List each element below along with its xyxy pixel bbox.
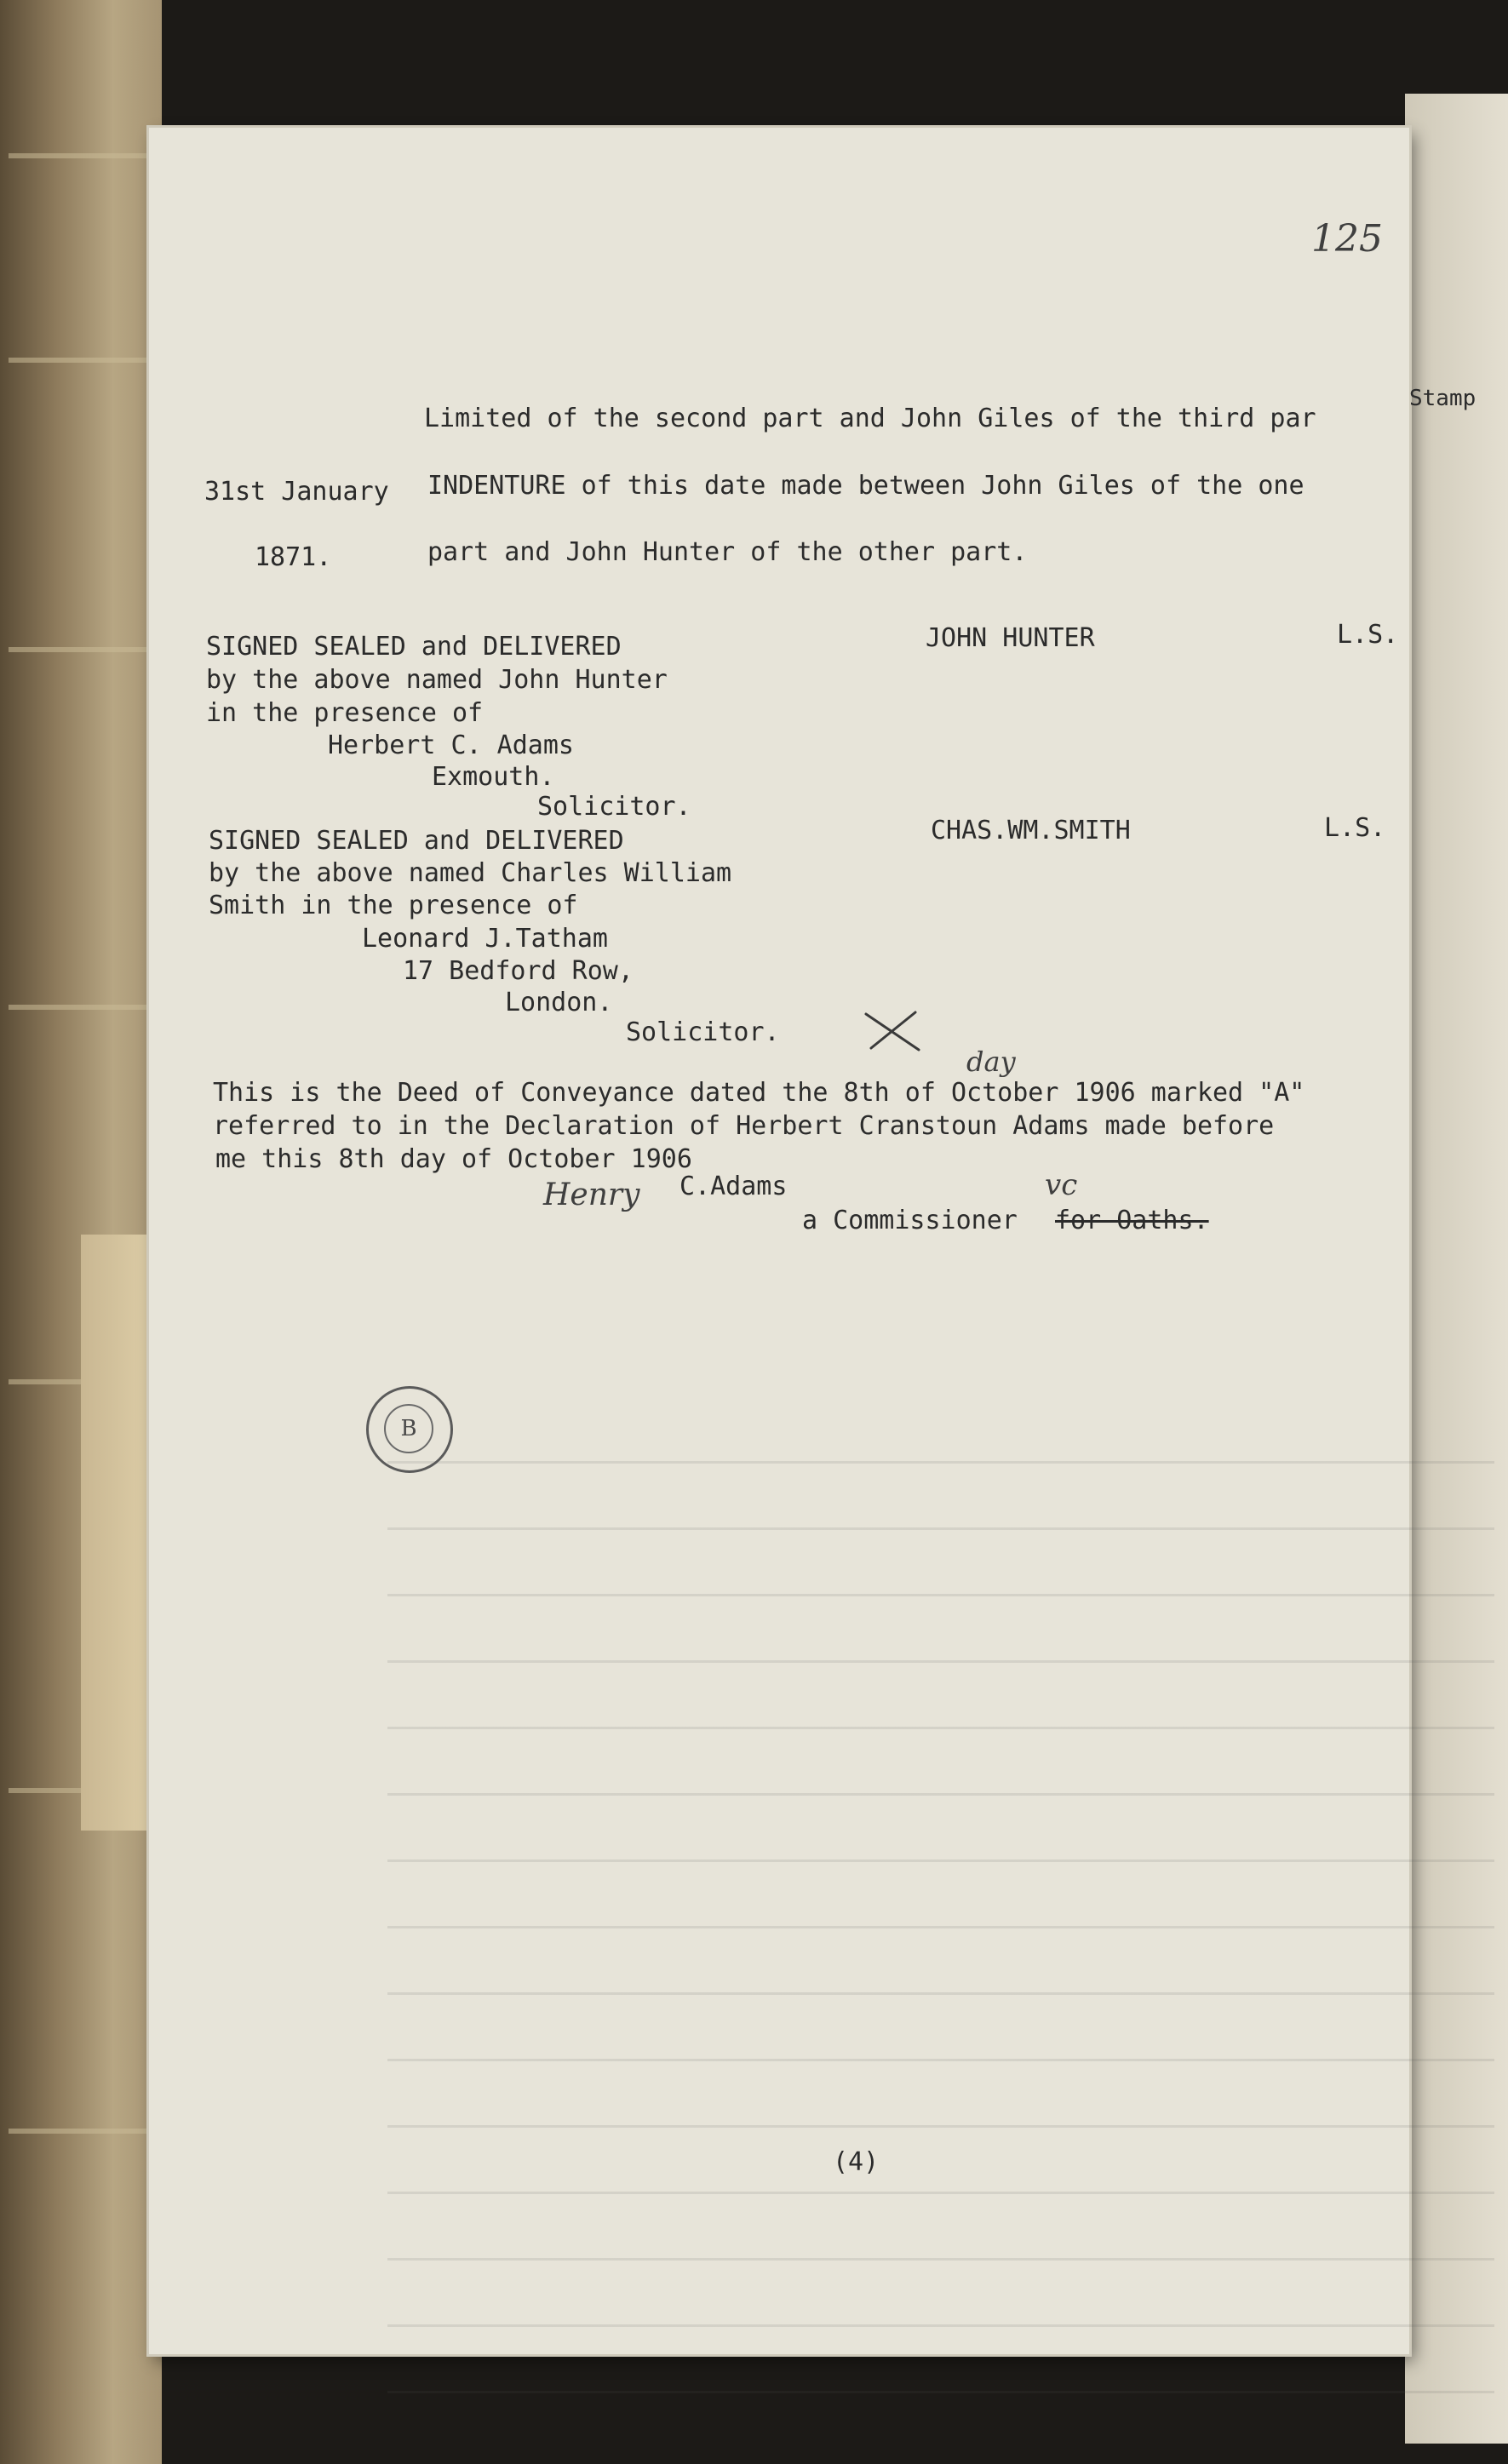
witness-1-place: Exmouth. [432,762,555,792]
execution-1-line-1: SIGNED SEALED and DELIVERED [206,632,622,662]
execution-2-line-2: by the above named Charles William [209,858,732,888]
execution-1-line-2: by the above named John Hunter [206,665,668,695]
declaration-line-2: referred to in the Declaration of Herbert Cranstoun Adams made before [213,1111,1275,1141]
witness-2-title: Solicitor. [626,1017,780,1047]
execution-1-line-3: in the presence of [206,698,484,728]
registry-seal [366,1386,453,1473]
folio-number: 125 [1311,217,1383,261]
recital-line-1: Limited of the second part and John Giles of the third par [424,404,1316,433]
witness-2-city: London. [505,988,613,1017]
page-number: (4) [833,2147,880,2177]
party-2-name: CHAS.WM.SMITH [931,816,1131,845]
book-binding [0,0,162,2464]
signature-first: Henry [543,1178,640,1212]
party-1-seal: L.S. [1337,620,1399,650]
execution-2-line-3: Smith in the presence of [209,891,578,920]
witness-2-name: Leonard J.Tatham [362,924,608,954]
party-1-name: JOHN HUNTER [926,623,1095,653]
commissioner-struck: for Oaths. [1055,1206,1209,1235]
bleed-through-text [387,1422,1494,2401]
recital-date-year: 1871. [255,542,332,572]
recital-line-2: INDENTURE of this date made between John Giles of the one [427,471,1304,501]
stamp-note: Stamp [1409,386,1476,411]
recital-date-day: 31st January [204,477,389,507]
signature-surname: C.Adams [679,1172,788,1201]
document-page [149,128,1476,2354]
registry-seal-mark: B [384,1404,433,1453]
recital-line-3: part and John Hunter of the other part. [427,537,1028,567]
commissioner-prefix: a Commissioner [802,1206,1018,1235]
cross-mark-icon [863,1009,924,1053]
commissioner-insert: vc [1045,1168,1078,1202]
party-2-seal: L.S. [1324,813,1386,843]
page-tabs [81,1235,151,1831]
witness-2-address: 17 Bedford Row, [403,956,634,986]
witness-1-title: Solicitor. [537,792,691,822]
execution-2-line-1: SIGNED SEALED and DELIVERED [209,826,624,856]
declaration-insert-day: day [966,1046,1016,1078]
witness-1-name: Herbert C. Adams [328,731,574,760]
declaration-line-3: me this 8th day of October 1906 [215,1144,692,1174]
declaration-line-1: This is the Deed of Conveyance dated the 8th of October 1906 marked "A" [213,1078,1305,1108]
